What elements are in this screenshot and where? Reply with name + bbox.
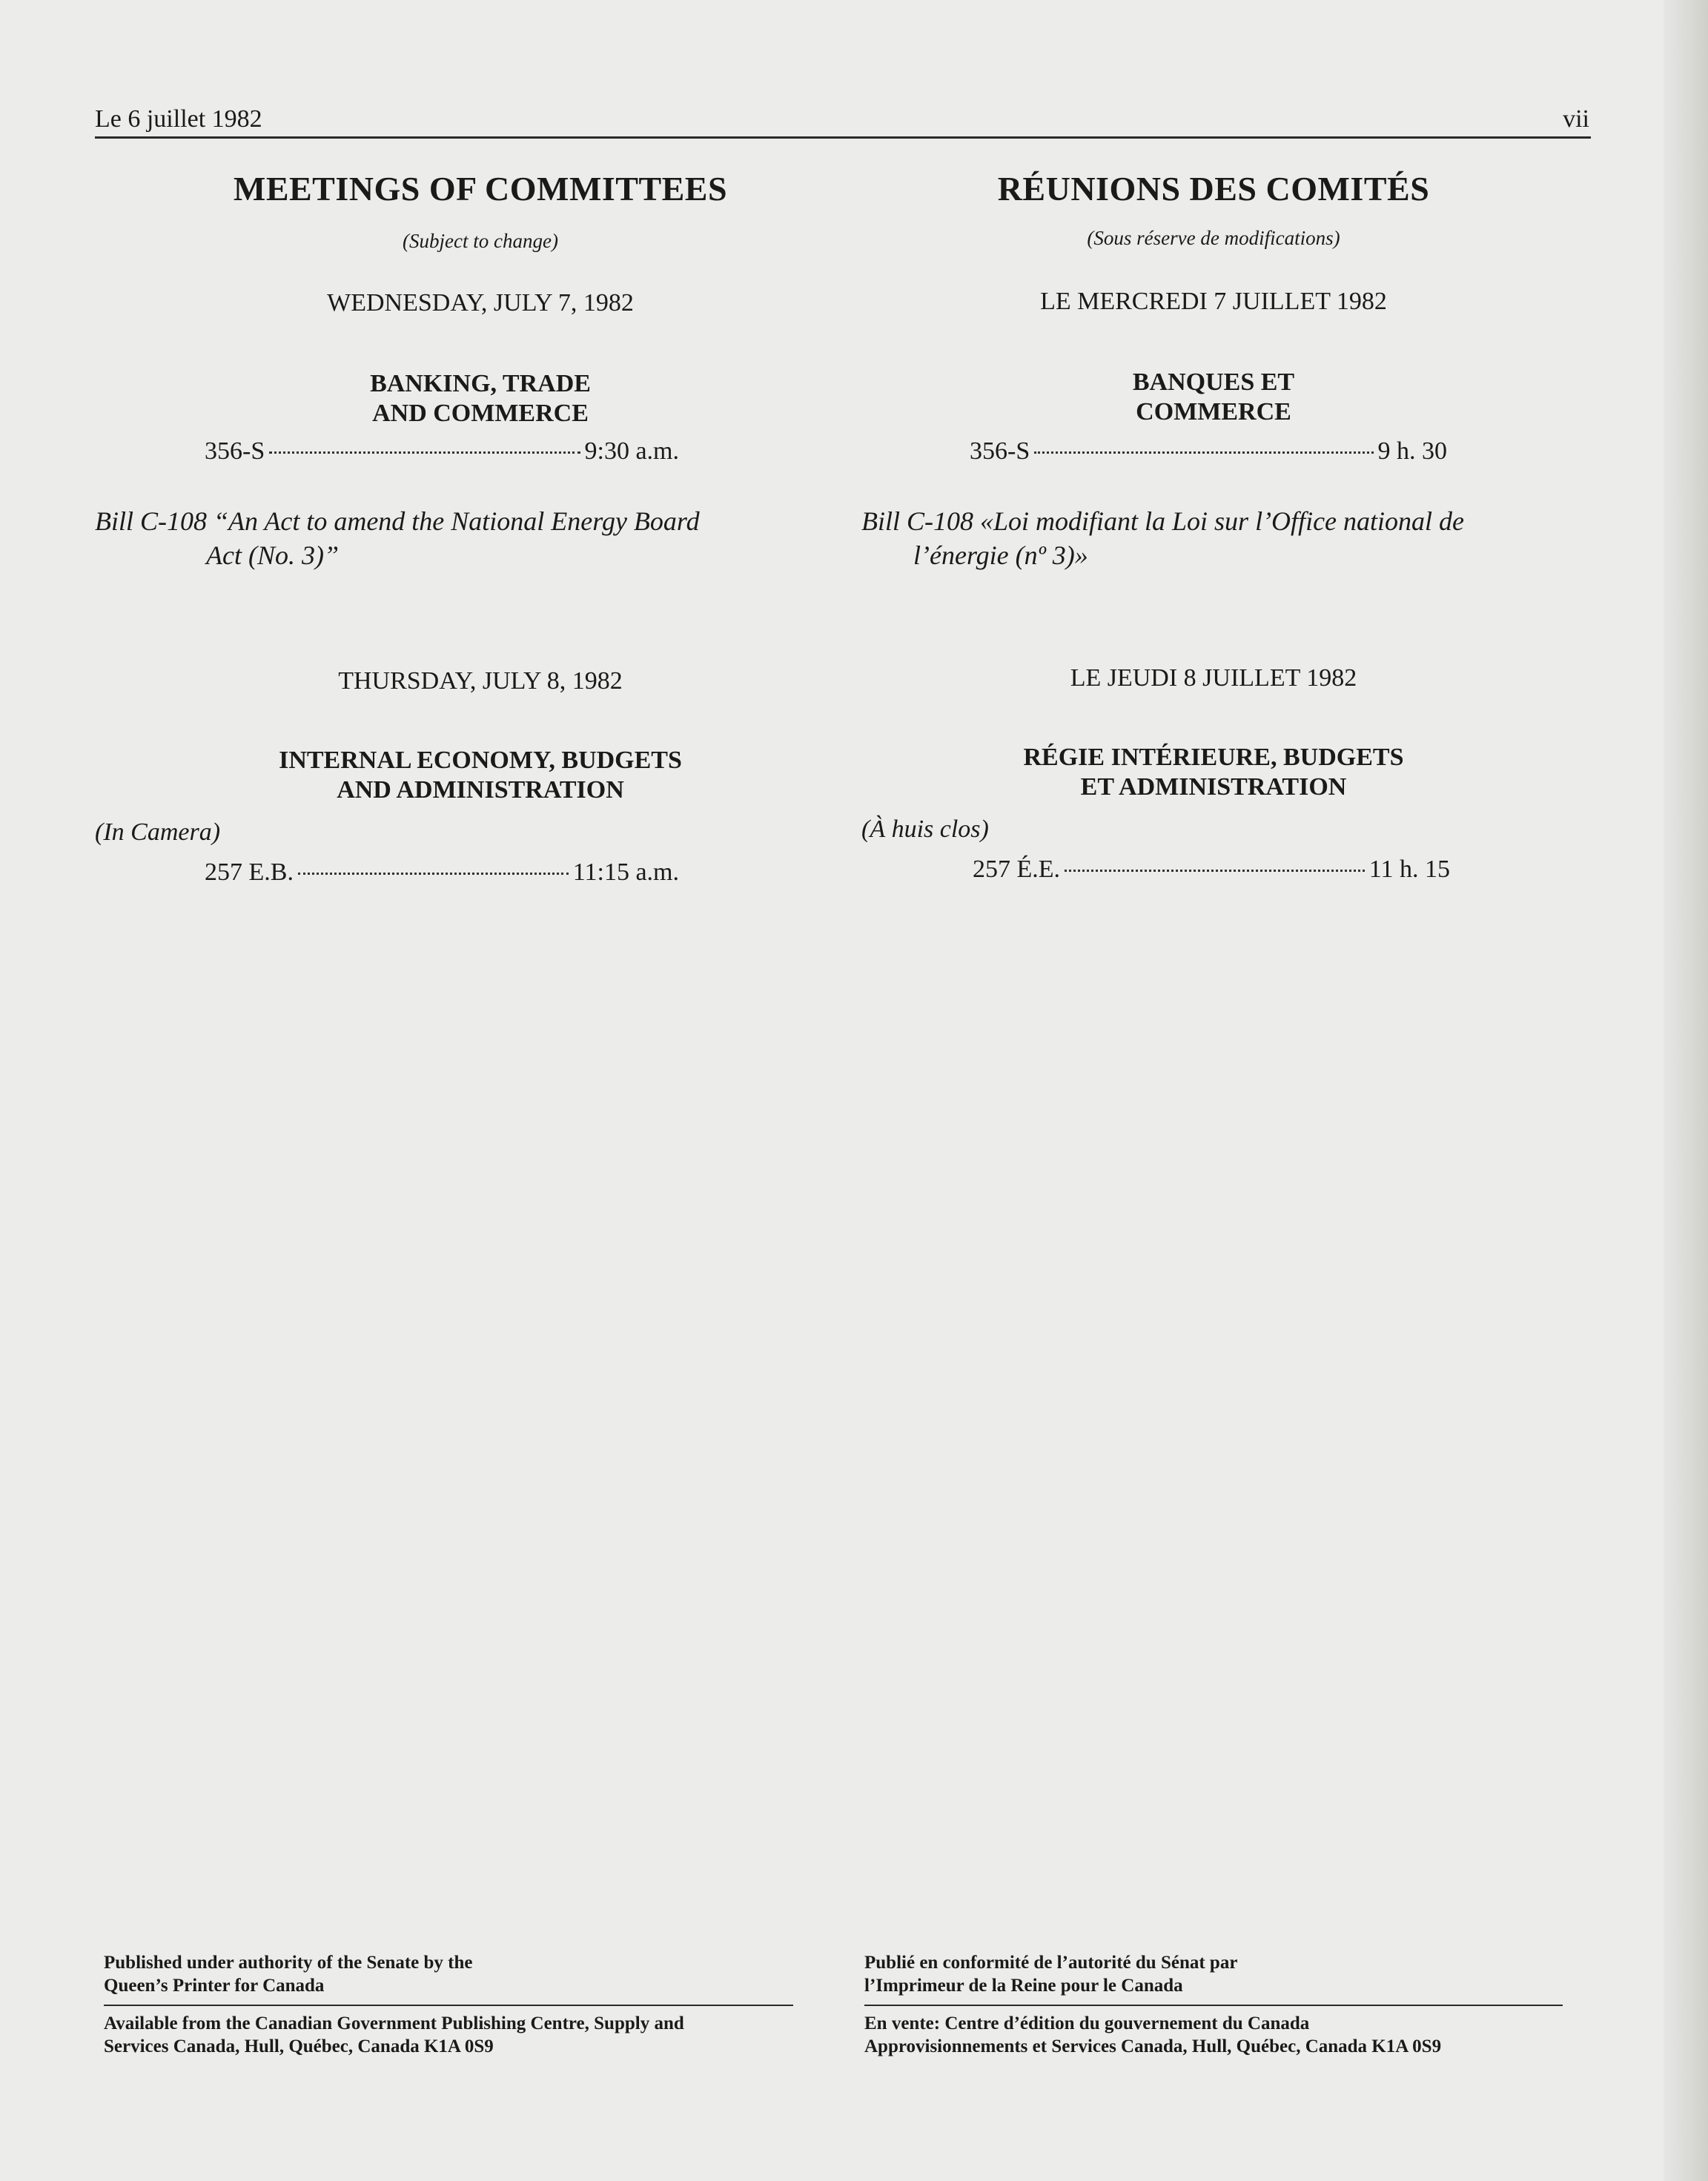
footer-line: Approvisionnements et Services Canada, Hull, Québec, Canada K1A 0S9 (864, 2036, 1442, 2056)
dot-leader (269, 451, 580, 454)
french-date-mercredi: LE MERCREDI 7 JUILLET 1982 (1040, 288, 1387, 315)
english-room-time-thu (205, 858, 679, 887)
bill-line: l’énergie (nº 3)» (913, 540, 1088, 570)
french-date-jeudi: LE JEUDI 8 JUILLET 1982 (1070, 664, 1357, 692)
committee-line: INTERNAL ECONOMY, BUDGETS (279, 747, 682, 774)
french-committee-regie-interieure (861, 743, 1566, 802)
committee-line: RÉGIE INTÉRIEURE, BUDGETS (1023, 744, 1404, 771)
header-rule (95, 136, 1591, 139)
french-bill-c108 (861, 504, 1573, 572)
footer-line: l’Imprimeur de la Reine pour le Canada (864, 1976, 1183, 1996)
meeting-time: 11:15 a.m. (572, 858, 679, 886)
committee-line: ET ADMINISTRATION (1080, 773, 1347, 801)
dot-leader (1034, 451, 1373, 454)
committee-line: COMMERCE (1136, 398, 1291, 426)
footer-line: Published under authority of the Senate by the (104, 1953, 473, 1973)
committee-line: BANKING, TRADE (370, 370, 591, 397)
page-date-header: Le 6 juillet 1982 (95, 105, 262, 133)
english-in-camera-note: (In Camera) (95, 818, 221, 846)
french-room-time-mer (970, 437, 1447, 466)
room-number: 356-S (970, 437, 1030, 465)
english-room-time-wed (205, 437, 679, 466)
english-subtitle: (Subject to change) (403, 230, 558, 252)
dot-leader (1065, 870, 1365, 872)
french-huis-clos-note: (À huis clos) (861, 815, 989, 843)
meeting-time: 9 h. 30 (1377, 437, 1447, 465)
footer-rule-en (104, 2005, 793, 2006)
bill-line: Act (No. 3)” (206, 540, 339, 570)
footer-en-published (104, 1951, 473, 1997)
page-edge-shadow (1664, 0, 1708, 2181)
english-date-thursday: THURSDAY, JULY 8, 1982 (338, 667, 623, 695)
room-number: 356-S (205, 437, 265, 465)
french-room-time-jeu (973, 855, 1450, 884)
footer-fr-available (864, 2012, 1441, 2058)
french-title: RÉUNIONS DES COMITÉS (997, 170, 1430, 208)
english-title: MEETINGS OF COMMITTEES (233, 170, 728, 208)
french-subtitle: (Sous réserve de modifications) (1087, 227, 1340, 249)
committee-line: BANQUES ET (1132, 368, 1295, 396)
committee-line: AND ADMINISTRATION (337, 776, 624, 804)
english-committee-banking (95, 369, 866, 428)
room-number: 257 E.B. (205, 858, 294, 886)
footer-line: Services Canada, Hull, Québec, Canada K1A 0S9 (104, 2036, 494, 2056)
footer-line: Available from the Canadian Government Publishing Centre, Supply and (104, 2013, 684, 2033)
page-number: vii (1563, 105, 1589, 133)
english-bill-c108 (95, 504, 881, 572)
english-date-wednesday: WEDNESDAY, JULY 7, 1982 (327, 289, 634, 317)
footer-line: En vente: Centre d’édition du gouvernement du Canada (864, 2013, 1310, 2033)
footer-line: Publié en conformité de l’autorité du Sénat par (864, 1953, 1238, 1973)
footer-line: Queen’s Printer for Canada (104, 1976, 325, 1996)
bill-line: Bill C-108 «Loi modifiant la Loi sur l’Office national de (861, 506, 1465, 536)
meeting-time: 11 h. 15 (1368, 855, 1450, 883)
english-committee-internal-economy (95, 746, 866, 805)
room-number: 257 É.E. (973, 855, 1061, 883)
footer-rule-fr (864, 2005, 1563, 2006)
bill-line: Bill C-108 “An Act to amend the National Energy Board (95, 506, 700, 536)
committee-line: AND COMMERCE (372, 400, 589, 427)
dot-leader (298, 873, 569, 875)
footer-en-available (104, 2012, 684, 2058)
french-committee-banques (861, 368, 1566, 427)
footer-fr-published (864, 1951, 1237, 1997)
meeting-time: 9:30 a.m. (584, 437, 679, 465)
